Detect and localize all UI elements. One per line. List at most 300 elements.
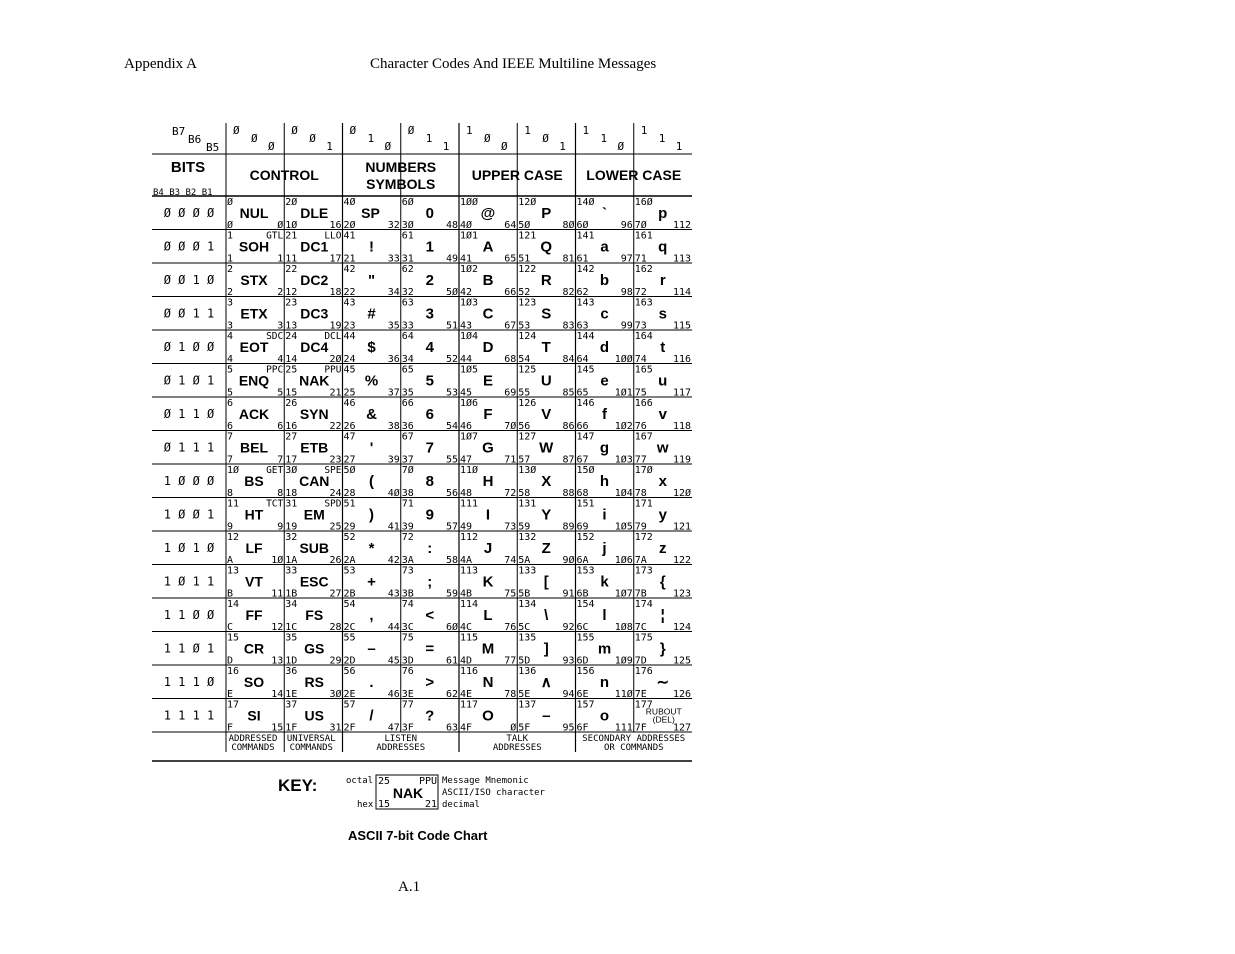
decimal-code: 78 bbox=[504, 689, 517, 700]
decimal-code: 127 bbox=[672, 722, 691, 734]
ascii-character: 2 bbox=[425, 272, 434, 289]
hex-code: 6F bbox=[576, 722, 589, 734]
hex-code: 4D bbox=[460, 655, 473, 667]
decimal-code: 1Ø5 bbox=[614, 521, 633, 533]
ascii-character: Q bbox=[540, 238, 553, 256]
octal-code: 177 bbox=[634, 699, 653, 711]
decimal-code: 23 bbox=[329, 454, 342, 466]
octal-code: 2Ø bbox=[285, 197, 298, 208]
hex-code: 75 bbox=[634, 387, 647, 399]
decimal-code: 68 bbox=[504, 354, 517, 365]
decimal-code: 11Ø bbox=[614, 689, 633, 700]
decimal-code: 118 bbox=[672, 421, 691, 432]
hex-code: 25 bbox=[343, 387, 356, 399]
hex-code: 3E bbox=[401, 689, 414, 700]
decimal-code: 85 bbox=[562, 387, 575, 399]
octal-code: 12Ø bbox=[518, 197, 537, 208]
ascii-character: A bbox=[482, 238, 494, 256]
ascii-character: CR bbox=[243, 640, 265, 657]
hex-code: 19 bbox=[285, 521, 298, 533]
ascii-character: DC2 bbox=[300, 272, 329, 288]
decimal-code: 126 bbox=[672, 689, 691, 700]
hex-code: C bbox=[227, 622, 234, 633]
octal-code: 114 bbox=[460, 599, 479, 610]
decimal-code: 72 bbox=[504, 488, 517, 499]
hex-code: 51 bbox=[518, 253, 531, 265]
message-mnemonic: PPC bbox=[266, 364, 284, 376]
octal-code: 156 bbox=[576, 666, 595, 677]
ascii-character: T bbox=[541, 339, 551, 356]
decimal-code: 122 bbox=[672, 555, 691, 566]
ascii-character: > bbox=[425, 674, 435, 691]
ascii-character: ETX bbox=[240, 305, 268, 322]
ascii-character: + bbox=[367, 573, 376, 591]
octal-code: 4Ø bbox=[343, 197, 356, 208]
group-header: UPPER CASE bbox=[471, 167, 563, 183]
ascii-character: y bbox=[658, 506, 667, 524]
ascii-character: – bbox=[367, 640, 376, 658]
hex-code: 18 bbox=[285, 488, 298, 499]
octal-code: 13 bbox=[227, 565, 240, 577]
decimal-code: 97 bbox=[620, 253, 633, 265]
column-bit-b6: Ø bbox=[309, 132, 316, 145]
octal-code: 11Ø bbox=[460, 465, 479, 476]
octal-code: 165 bbox=[634, 364, 653, 376]
hex-code: 7C bbox=[634, 622, 647, 633]
column-bit-b5: Ø bbox=[384, 140, 392, 153]
decimal-code: 115 bbox=[672, 320, 691, 332]
decimal-code: 5Ø bbox=[445, 287, 458, 298]
hex-code: 5D bbox=[518, 655, 531, 667]
hex-code: 11 bbox=[285, 253, 298, 265]
decimal-code: 83 bbox=[562, 320, 575, 332]
column-bit-b7: Ø bbox=[291, 124, 298, 137]
decimal-code: 65 bbox=[504, 253, 517, 265]
ascii-character: < bbox=[425, 607, 435, 624]
ascii-character: Y bbox=[541, 506, 552, 524]
decimal-code: 57 bbox=[445, 521, 458, 533]
hex-code: 13 bbox=[285, 320, 298, 332]
ascii-character: , bbox=[369, 607, 374, 624]
hex-code: 24 bbox=[343, 354, 356, 365]
ascii-character: 1 bbox=[425, 238, 434, 256]
hex-code: 79 bbox=[634, 521, 647, 533]
ascii-character: b bbox=[599, 272, 610, 289]
decimal-code: 38 bbox=[387, 421, 400, 432]
ascii-character: . bbox=[369, 674, 374, 691]
ascii-character: N bbox=[482, 674, 494, 691]
ascii-character: DLE bbox=[300, 205, 329, 221]
hex-code: 69 bbox=[576, 521, 589, 533]
decimal-code: 54 bbox=[445, 421, 458, 432]
octal-code: 5 bbox=[227, 364, 234, 376]
hex-code: 2E bbox=[343, 689, 356, 700]
octal-code: 45 bbox=[343, 364, 356, 376]
decimal-code: 41 bbox=[387, 521, 400, 533]
hex-code: 7A bbox=[634, 555, 647, 566]
hex-code: 2C bbox=[343, 622, 356, 633]
decimal-code: 1Ø bbox=[271, 555, 284, 566]
octal-code: 157 bbox=[576, 699, 595, 711]
octal-code: 135 bbox=[518, 632, 537, 644]
octal-code: 3 bbox=[227, 297, 234, 309]
octal-code: 65 bbox=[401, 364, 414, 376]
decimal-code: 21 bbox=[329, 387, 342, 399]
hex-code: 4A bbox=[460, 555, 473, 566]
column-bit-b6: 1 bbox=[367, 132, 375, 145]
ascii-character: 7 bbox=[425, 439, 434, 457]
ascii-character: LF bbox=[245, 540, 263, 556]
hex-code: 64 bbox=[576, 354, 589, 365]
key-decimal-value: 21 bbox=[424, 799, 437, 810]
column-bit-b5: Ø bbox=[617, 140, 625, 153]
column-bit-b6: Ø bbox=[484, 132, 491, 145]
hex-code: F bbox=[227, 722, 234, 734]
message-mnemonic: SDC bbox=[266, 331, 284, 342]
octal-code: 62 bbox=[401, 264, 414, 275]
header-title: Character Codes And IEEE Multiline Messages bbox=[370, 56, 657, 72]
hex-code: 7E bbox=[634, 689, 647, 700]
decimal-code: 4 bbox=[277, 354, 284, 365]
octal-code: 12 bbox=[227, 532, 240, 543]
decimal-code: 63 bbox=[445, 722, 458, 734]
hex-code: 16 bbox=[285, 421, 298, 432]
ascii-character: \ bbox=[544, 607, 549, 624]
hex-code: 5A bbox=[518, 555, 531, 566]
ascii-character: E bbox=[482, 372, 494, 390]
hex-code: 2Ø bbox=[343, 220, 356, 231]
ascii-character: o bbox=[599, 707, 610, 725]
hex-code: 26 bbox=[343, 421, 356, 432]
octal-code: 115 bbox=[460, 632, 479, 644]
hex-code: 35 bbox=[401, 387, 414, 399]
hex-code: 46 bbox=[460, 421, 473, 432]
b4-b1-label: B4 B3 B2 B1 bbox=[153, 188, 213, 198]
hex-code: 1D bbox=[285, 655, 298, 667]
octal-code: 112 bbox=[460, 532, 479, 543]
hex-code: 4Ø bbox=[460, 220, 473, 231]
ascii-character: e bbox=[600, 372, 609, 390]
hex-code: 6 bbox=[227, 421, 234, 432]
bits-label: BITS bbox=[170, 159, 206, 176]
hex-code: E bbox=[227, 689, 234, 700]
hex-code: 62 bbox=[576, 287, 589, 298]
ascii-character: s bbox=[658, 305, 667, 323]
column-bit-b5: 1 bbox=[326, 140, 333, 153]
ascii-character: @ bbox=[480, 205, 496, 222]
octal-code: 125 bbox=[518, 364, 537, 376]
hex-code: 6Ø bbox=[576, 220, 589, 231]
ascii-character: { bbox=[659, 573, 666, 591]
octal-code: 1 bbox=[227, 230, 234, 242]
message-mnemonic: SPE bbox=[324, 465, 342, 476]
octal-code: 111 bbox=[460, 498, 479, 510]
group-header-line2: SYMBOLS bbox=[366, 176, 436, 192]
octal-code: 52 bbox=[343, 532, 356, 543]
ascii-character: DC4 bbox=[300, 339, 329, 355]
hex-code: 66 bbox=[576, 421, 589, 432]
hex-code: 22 bbox=[343, 287, 356, 298]
decimal-code: 1Ø2 bbox=[614, 421, 633, 432]
ascii-character: * bbox=[368, 540, 375, 557]
decimal-code: 119 bbox=[672, 454, 691, 466]
octal-code: 153 bbox=[576, 565, 595, 577]
message-mnemonic: LLO bbox=[324, 230, 342, 242]
decimal-code: 7Ø bbox=[504, 421, 517, 432]
ascii-character: H bbox=[482, 473, 494, 490]
key-desc-character: ASCII/ISO character bbox=[442, 788, 545, 798]
decimal-code: 94 bbox=[562, 689, 575, 700]
octal-code: 1Ø3 bbox=[460, 297, 479, 309]
decimal-code: 33 bbox=[387, 253, 400, 265]
ascii-character: C bbox=[482, 305, 494, 323]
decimal-code: 74 bbox=[504, 555, 517, 566]
ascii-character: ! bbox=[369, 238, 374, 256]
octal-code: 1Ø2 bbox=[460, 264, 479, 275]
hex-code: 4E bbox=[460, 689, 473, 700]
decimal-code: 2 bbox=[277, 287, 284, 298]
decimal-code: 25 bbox=[329, 521, 342, 533]
octal-code: 24 bbox=[285, 331, 298, 342]
decimal-code: 92 bbox=[562, 622, 575, 633]
hex-code: 4C bbox=[460, 622, 473, 633]
octal-code: 147 bbox=[576, 431, 595, 443]
octal-code: 5Ø bbox=[343, 465, 356, 476]
octal-code: 67 bbox=[401, 431, 414, 443]
ascii-character: f bbox=[602, 406, 607, 423]
hex-code: 76 bbox=[634, 421, 647, 432]
octal-code: 26 bbox=[285, 398, 298, 409]
octal-code: 21 bbox=[285, 230, 298, 242]
row-bits-label: Ø Ø Ø Ø bbox=[163, 206, 215, 220]
octal-code: 16 bbox=[227, 666, 240, 677]
ascii-character: X bbox=[541, 473, 552, 490]
octal-code: 17Ø bbox=[634, 465, 653, 476]
hex-code: 23 bbox=[343, 320, 356, 332]
octal-code: 164 bbox=[634, 331, 653, 342]
octal-code: 15Ø bbox=[576, 465, 595, 476]
decimal-code: 99 bbox=[620, 320, 633, 332]
hex-code: 8 bbox=[227, 488, 234, 499]
decimal-code: 91 bbox=[562, 588, 575, 600]
hex-code: 14 bbox=[285, 354, 298, 365]
octal-code: 163 bbox=[634, 297, 653, 309]
octal-code: 1Ø4 bbox=[460, 331, 479, 342]
hex-code: 67 bbox=[576, 454, 589, 466]
hex-code: 3C bbox=[401, 622, 414, 633]
ascii-character: HT bbox=[244, 506, 264, 523]
hex-code: 37 bbox=[401, 454, 414, 466]
decimal-code: 36 bbox=[387, 354, 400, 365]
octal-code: 23 bbox=[285, 297, 298, 309]
hex-code: 3D bbox=[401, 655, 414, 667]
octal-code: 7 bbox=[227, 431, 234, 443]
ascii-character: V bbox=[541, 406, 552, 423]
decimal-code: 35 bbox=[387, 320, 400, 332]
decimal-code: 95 bbox=[562, 722, 575, 734]
octal-code: 34 bbox=[285, 599, 298, 610]
message-mnemonic: PPU bbox=[324, 364, 342, 376]
octal-code: 172 bbox=[634, 532, 653, 543]
decimal-code: 77 bbox=[504, 655, 517, 667]
hex-code: 56 bbox=[518, 421, 531, 432]
octal-code: 116 bbox=[460, 666, 479, 677]
row-bits-label: 1 Ø Ø 1 bbox=[163, 507, 215, 522]
bottom-label-line2: ADDRESSES bbox=[492, 743, 542, 753]
hex-code: 61 bbox=[576, 253, 589, 265]
row-bits-label: 1 1 1 Ø bbox=[163, 675, 215, 689]
octal-code: 14Ø bbox=[576, 197, 595, 208]
octal-code: 1Ø5 bbox=[460, 364, 479, 376]
decimal-code: 81 bbox=[562, 253, 575, 265]
decimal-code: 6 bbox=[277, 421, 284, 432]
octal-code: 143 bbox=[576, 297, 595, 309]
octal-code: 174 bbox=[634, 599, 653, 610]
ascii-character: / bbox=[369, 707, 374, 725]
group-header: CONTROL bbox=[249, 167, 319, 183]
chart-caption: ASCII 7-bit Code Chart bbox=[348, 828, 488, 843]
decimal-code: 32 bbox=[387, 220, 400, 231]
hex-code: 39 bbox=[401, 521, 414, 533]
octal-code: 25 bbox=[285, 364, 298, 376]
ascii-character: t bbox=[660, 339, 666, 356]
hex-code: 1E bbox=[285, 689, 298, 700]
hex-code: 74 bbox=[634, 354, 647, 365]
corner-b7-label: B7 bbox=[172, 125, 186, 138]
ascii-character: d bbox=[599, 339, 610, 356]
row-bits-label: Ø Ø Ø 1 bbox=[163, 239, 215, 254]
corner-b6-label: B6 bbox=[188, 133, 202, 146]
octal-code: 1Ø6 bbox=[460, 398, 479, 409]
octal-code: 73 bbox=[401, 565, 414, 577]
row-bits-label: Ø Ø 1 Ø bbox=[163, 273, 215, 287]
decimal-code: 71 bbox=[504, 454, 517, 466]
hex-code: 43 bbox=[460, 320, 473, 332]
hex-code: 42 bbox=[460, 287, 473, 298]
hex-code: 55 bbox=[518, 387, 531, 399]
hex-code: Ø bbox=[227, 220, 234, 231]
rubout-label: RUBOUT bbox=[645, 706, 682, 717]
octal-code: 176 bbox=[634, 666, 653, 677]
hex-code: 17 bbox=[285, 454, 298, 466]
decimal-code: 1Ø8 bbox=[614, 622, 633, 633]
octal-code: 133 bbox=[518, 565, 537, 577]
decimal-code: Ø bbox=[510, 722, 517, 734]
ascii-character: g bbox=[599, 439, 610, 457]
decimal-code: 2Ø bbox=[329, 354, 342, 365]
decimal-code: 64 bbox=[504, 220, 517, 231]
octal-code: 127 bbox=[518, 431, 537, 443]
hex-code: 34 bbox=[401, 354, 414, 365]
decimal-code: 123 bbox=[672, 588, 691, 600]
column-bit-b5: 1 bbox=[559, 140, 566, 153]
column-bit-b5: 1 bbox=[675, 140, 683, 153]
octal-code: 55 bbox=[343, 632, 356, 644]
decimal-code: 18 bbox=[329, 287, 342, 298]
ascii-character: FS bbox=[305, 607, 324, 623]
hex-code: 4B bbox=[460, 588, 473, 600]
octal-code: 14 bbox=[227, 599, 240, 610]
octal-code: 146 bbox=[576, 398, 595, 409]
octal-code: 155 bbox=[576, 632, 595, 644]
hex-code: 4 bbox=[227, 354, 234, 365]
hex-code: 27 bbox=[343, 454, 356, 466]
column-bit-b5: Ø bbox=[501, 140, 508, 153]
hex-code: 6C bbox=[576, 622, 589, 633]
decimal-code: 125 bbox=[672, 655, 691, 667]
hex-code: 73 bbox=[634, 320, 647, 332]
decimal-code: 28 bbox=[329, 622, 342, 633]
key-desc-mnemonic: Message Mnemonic bbox=[442, 776, 529, 786]
page-number: A.1 bbox=[398, 879, 421, 895]
ascii-character: h bbox=[599, 473, 610, 490]
decimal-code: 8Ø bbox=[562, 220, 575, 231]
hex-code: 12 bbox=[285, 287, 298, 298]
key-title: KEY: bbox=[278, 776, 318, 795]
bottom-label-line1: ADDRESSED bbox=[228, 734, 278, 744]
octal-code: 117 bbox=[460, 699, 479, 711]
octal-code: 31 bbox=[285, 498, 298, 510]
key-hex-label: hex bbox=[357, 800, 374, 810]
hex-code: 29 bbox=[343, 521, 356, 533]
octal-code: 167 bbox=[634, 431, 653, 443]
octal-code: 32 bbox=[285, 532, 298, 543]
hex-code: 2D bbox=[343, 655, 356, 667]
ascii-character: NUL bbox=[239, 205, 269, 221]
decimal-code: 84 bbox=[562, 354, 575, 365]
decimal-code: 59 bbox=[445, 588, 458, 600]
ascii-character: 4 bbox=[425, 339, 434, 356]
ascii-character: DC1 bbox=[300, 238, 329, 255]
octal-code: 162 bbox=[634, 264, 653, 275]
decimal-code: 56 bbox=[445, 488, 458, 499]
hex-code: 7Ø bbox=[634, 220, 647, 231]
decimal-code: 26 bbox=[329, 555, 342, 566]
ascii-character: ] bbox=[543, 640, 549, 658]
ascii-character: S bbox=[541, 305, 552, 323]
octal-code: 2 bbox=[227, 264, 234, 275]
octal-code: 51 bbox=[343, 498, 356, 510]
decimal-code: 8 bbox=[277, 488, 284, 499]
ascii-character: SO bbox=[243, 674, 265, 690]
decimal-code: 16 bbox=[329, 220, 342, 231]
del-label: (DEL) bbox=[652, 714, 675, 725]
message-mnemonic: DCL bbox=[324, 331, 342, 342]
decimal-code: 61 bbox=[445, 655, 458, 667]
decimal-code: 27 bbox=[329, 588, 342, 600]
decimal-code: 14 bbox=[271, 689, 284, 700]
ascii-character: 8 bbox=[425, 473, 434, 490]
octal-code: 6Ø bbox=[401, 197, 414, 208]
decimal-code: 12 bbox=[271, 622, 284, 633]
hex-code: 49 bbox=[460, 521, 473, 533]
decimal-code: 42 bbox=[387, 555, 400, 566]
octal-code: 1Ø bbox=[227, 465, 240, 476]
hex-code: 9 bbox=[227, 521, 234, 533]
decimal-code: 52 bbox=[445, 354, 458, 365]
hex-code: 57 bbox=[518, 454, 531, 466]
decimal-code: 1Ø4 bbox=[614, 488, 633, 499]
decimal-code: 1Ø6 bbox=[614, 555, 633, 566]
octal-code: 36 bbox=[285, 666, 298, 677]
bottom-label-line2: OR COMMANDS bbox=[603, 743, 664, 753]
group-header: LOWER CASE bbox=[586, 167, 682, 183]
hex-code: 15 bbox=[285, 387, 298, 399]
decimal-code: 75 bbox=[504, 588, 517, 600]
octal-code: 136 bbox=[518, 666, 537, 677]
hex-code: 5E bbox=[518, 689, 531, 700]
decimal-code: 13 bbox=[271, 655, 284, 667]
